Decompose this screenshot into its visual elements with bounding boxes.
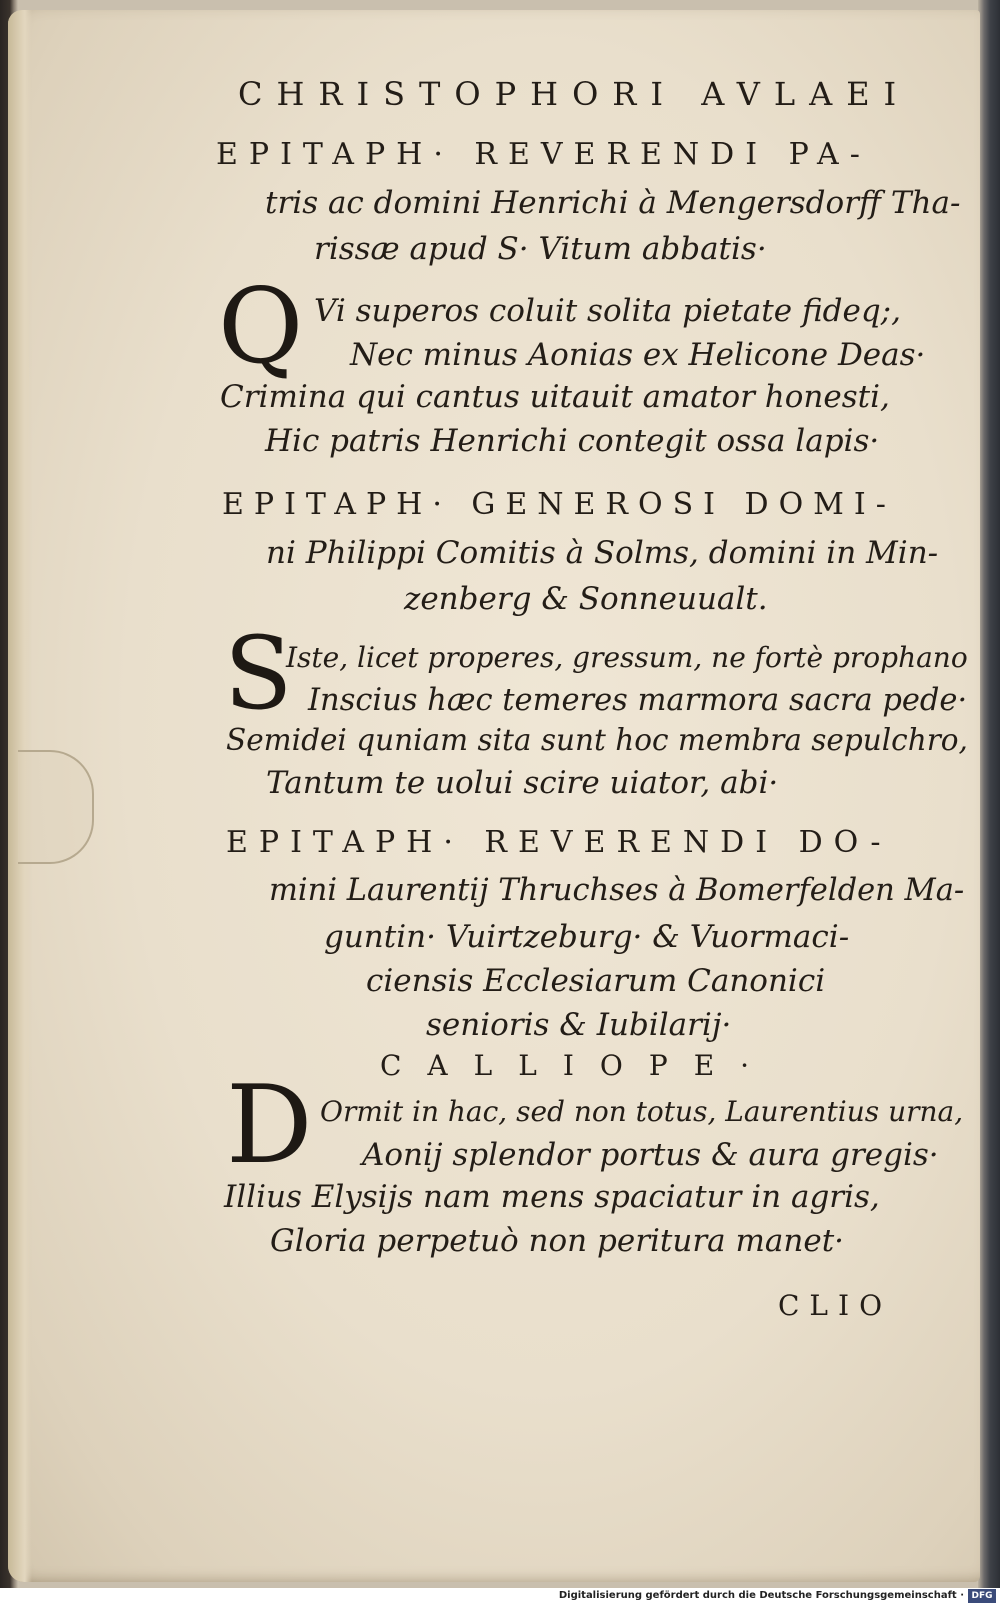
epitaph2-heading-line3: zenberg & Sonneuualt. bbox=[404, 581, 768, 617]
epitaph2-heading-line2: ni Philippi Comitis à Solms, domini in Min- bbox=[266, 535, 939, 571]
epitaph3-verse-line2: Aonij splendor portus & aura gregis· bbox=[362, 1137, 939, 1173]
epitaph3-heading-line1: EPITAPH· REVERENDI DO- bbox=[226, 825, 892, 860]
epitaph1-verse-line2: Nec minus Aonias ex Helicone Deas· bbox=[350, 337, 926, 373]
epitaph2-verse-line4: Tantum te uolui scire uiator, abi· bbox=[266, 765, 779, 801]
epitaph3-heading-line3: guntin· Vuirtzeburg· & Vuormaci- bbox=[324, 919, 850, 955]
catchword: CLIO bbox=[778, 1289, 893, 1322]
page-text bbox=[8, 10, 980, 1582]
running-head: CHRISTOPHORI AVLAEI bbox=[238, 75, 911, 113]
epitaph3-heading-line2: mini Laurentij Thruchses à Bomerfelden Ma- bbox=[269, 873, 965, 908]
epitaph1-verse-line3: Crimina qui cantus uitauit amator honesti, bbox=[220, 379, 890, 415]
epitaph3-verse-line3: Illius Elysijs nam mens spaciatur in agris, bbox=[224, 1179, 880, 1215]
epitaph1-heading-line1: EPITAPH· REVERENDI PA- bbox=[216, 137, 871, 172]
epitaph2-verse-line1: Iste, licet properes, gressum, ne fortè prophano bbox=[286, 641, 968, 674]
epitaph1-heading-line3: rissæ apud S· Vitum abbatis· bbox=[314, 231, 767, 267]
footer-credit: Digitalisierung gefördert durch die Deutsche Forschungsgemeinschaft · bbox=[558, 1590, 964, 1601]
epitaph1-verse-line4: Hic patris Henrichi contegit ossa lapis· bbox=[265, 423, 880, 459]
dfg-logo: DFG bbox=[968, 1589, 996, 1603]
epitaph1-verse-line1: Vi superos coluit solita pietate fideq;, bbox=[314, 293, 901, 329]
epitaph3-heading-line5: senioris & Iubilarij· bbox=[426, 1007, 732, 1043]
epitaph2-verse-line2: Inscius hæc temeres marmora sacra pede· bbox=[308, 683, 968, 718]
epitaph2-heading-line1: EPITAPH· GENEROSI DOMI- bbox=[222, 487, 896, 522]
epitaph3-heading-line4: ciensis Ecclesiarum Canonici bbox=[366, 963, 826, 999]
epitaph2-verse-line3: Semidei quniam sita sunt hoc membra sepulchro, bbox=[226, 723, 968, 757]
epitaph3-verse-line4: Gloria perpetuò non peritura manet· bbox=[270, 1223, 844, 1259]
muse-heading-calliope: CALLIOPE· bbox=[380, 1049, 776, 1082]
epitaph1-heading-line2: tris ac domini Henrichi à Mengersdorff Tha- bbox=[265, 185, 961, 221]
digitization-footer bbox=[0, 1588, 1000, 1607]
epitaph2-drop-initial: S bbox=[224, 615, 293, 732]
epitaph1-drop-initial: Q bbox=[218, 265, 304, 387]
book-page bbox=[8, 10, 980, 1582]
epitaph3-verse-line1: Ormit in hac, sed non totus, Laurentius urna, bbox=[320, 1095, 964, 1128]
scan-right-edge bbox=[978, 0, 1000, 1600]
epitaph3-drop-initial: D bbox=[226, 1063, 313, 1188]
